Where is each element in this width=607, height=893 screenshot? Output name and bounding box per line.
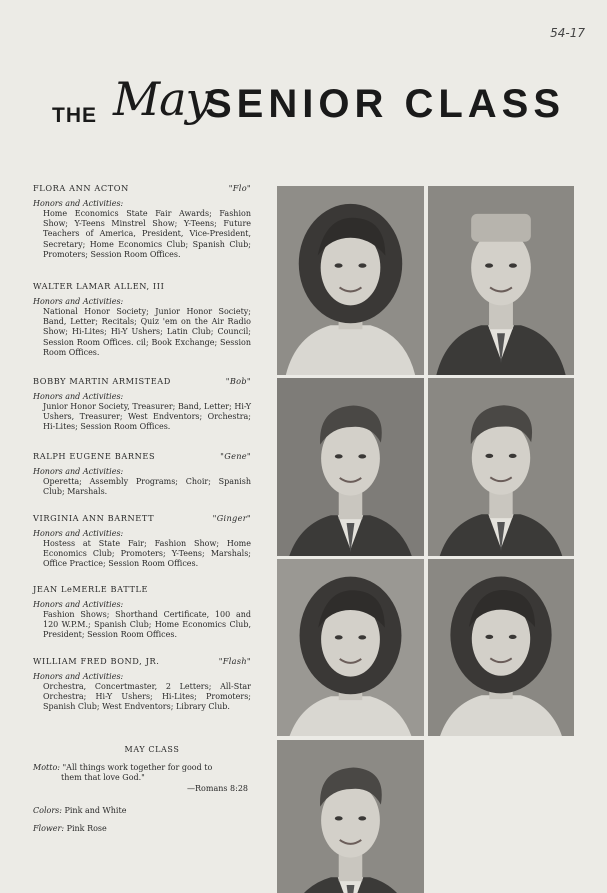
senior-nickname: "Flo" [228,183,251,193]
senior-name: RALPH EUGENE BARNES [33,451,156,461]
honors-label: Honors and Activities: [33,467,124,476]
senior-entry [33,584,251,656]
motto-label: Motto: [33,763,60,772]
header-month: May [113,72,211,126]
senior-name: FLORA ANN ACTON [33,183,129,193]
header-title: SENIOR CLASS [205,82,566,126]
senior-entry [33,513,251,584]
honors-label: Honors and Activities: [33,600,124,609]
class-title: MAY CLASS [124,745,180,754]
portrait-photo [428,559,574,736]
colors-label: Colors: [33,806,62,816]
portrait-silhouette [428,559,574,736]
senior-name: JEAN LeMERLE BATTLE [33,584,149,594]
senior-name: WALTER LAMAR ALLEN, III [33,281,165,291]
portrait-photo [277,378,424,556]
senior-name: BOBBY MARTIN ARMISTEAD [33,376,171,386]
honors-label: Honors and Activities: [33,297,124,306]
honors-label: Honors and Activities: [33,529,124,538]
portrait-silhouette [277,378,424,556]
motto-line-2: them that love God." [61,773,145,783]
activities-text: Orchestra, Concertmaster, 2 Letters; All-Star Orchestra; Hi-Y Ushers; Hi-Lites; Promoters; Spanish Club; West Endventors; Library Club. [43,682,251,712]
colors-value: Pink and White [64,806,127,816]
activities-text: Home Economics State Fair Awards; Fashion Show; Y-Teens Minstrel Show; Y-Teens; Future Teachers of America, President, Vice-President, Secretary; Home Economics Club; Spanish Club; Promoters; Session Room Offices. [43,209,251,259]
portrait-photo [428,378,574,556]
portrait-silhouette [428,378,574,556]
activities-text: Junior Honor Society, Treasurer; Band, Letter; Hi-Y Ushers, Treasurer; West Endventors; Orchestra; Hi-Lites; Session Room Offices. [43,402,251,432]
class-flower [33,824,251,834]
senior-entry [33,281,251,376]
senior-name: WILLIAM FRED BOND, JR. [33,656,160,666]
activities-text: Fashion Shows; Shorthand Certificate, 100 and 120 W.P.M.; Spanish Club; Home Economics Club, President; Session Room Offices. [43,610,251,640]
senior-entry [33,451,251,513]
class-info [33,744,251,834]
senior-nickname: "Ginger" [212,513,251,523]
honors-label: Honors and Activities: [33,392,124,401]
senior-entry [33,183,251,281]
senior-list [33,183,251,834]
flower-value: Pink Rose [66,824,107,834]
motto-attribution: —Romans 8:28 [187,784,248,794]
activities-text: Operetta; Assembly Programs; Choir; Spanish Club; Marshals. [43,477,251,497]
portrait-silhouette [428,186,574,375]
portrait-silhouette [277,740,424,893]
portrait-photo [277,740,424,893]
header-the: THE [52,104,97,127]
portrait-photo [277,559,424,736]
senior-entry [33,656,251,744]
page-header [0,68,607,138]
portrait-photo [277,186,424,375]
class-colors [33,806,251,816]
senior-entry [33,376,251,451]
flower-label: Flower: [33,824,65,834]
portrait-photo [428,186,574,375]
activities-text: National Honor Society; Junior Honor Society; Band, Letter; Recitals; Quiz 'em on the Air Radio Show; Hi-Lites; Hi-Y Ushers; Latin Club; Council; Session Room Offices. cil; Book Exchange; Session Room Offices. [43,307,251,357]
activities-text: Hostess at State Fair; Fashion Show; Home Economics Club; Promoters; Y-Teens; Marshals; Office Practice; Session Room Offices. [43,539,251,569]
senior-nickname: "Gene" [220,451,251,461]
honors-label: Honors and Activities: [33,672,124,681]
honors-label: Honors and Activities: [33,199,124,208]
portrait-silhouette [277,559,424,736]
motto-line-1: "All things work together for good to [62,763,213,772]
senior-nickname: "Bob" [225,376,251,386]
page-number: 54-17 [550,26,585,40]
class-motto [33,763,251,783]
senior-nickname: "Flash" [218,656,251,666]
portrait-silhouette [277,186,424,375]
senior-name: VIRGINIA ANN BARNETT [33,513,155,523]
